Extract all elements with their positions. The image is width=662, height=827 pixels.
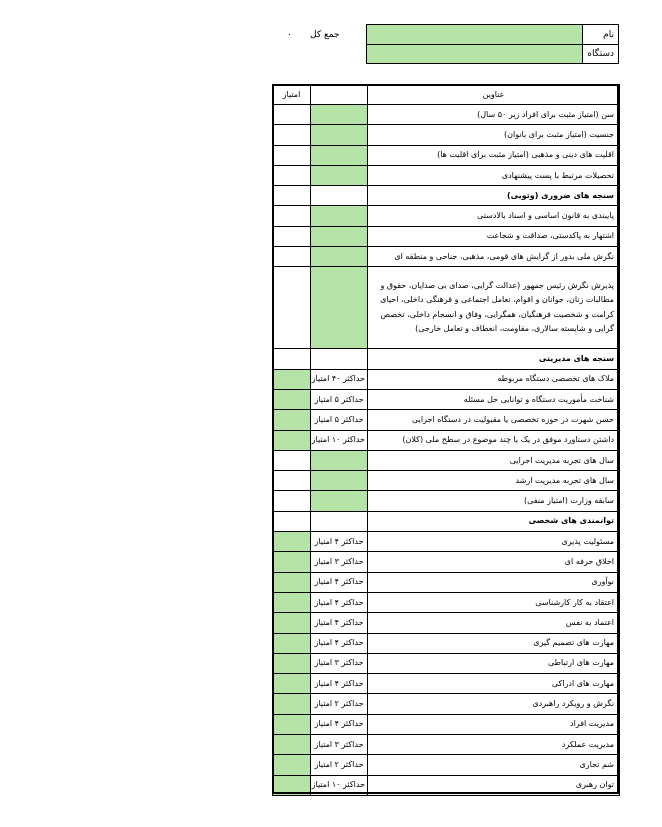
table-row [273,206,620,226]
header-titles: عناوین [368,85,620,105]
max-score-cell: حداکثر ۴۰ امتیاز [311,369,368,389]
row-title: جنسیت (امتیاز مثبت برای بانوان) [368,125,620,145]
table-row [273,592,620,612]
score-cell [273,491,311,511]
score-cell [273,226,311,246]
table-header-row [273,85,620,105]
row-title: مهارت های ارتباطی [368,653,620,673]
section-title: توانمندی های شخصی [368,511,620,531]
table-row [273,633,620,653]
row-title: اخلاق حرفه ای [368,552,620,572]
row-title: مدیریت افراد [368,714,620,734]
score-cell [273,125,311,145]
row-title: نگرش ملی بدور از گرایش های قومی، مذهبی، جناحی و منطقه ای [368,247,620,267]
max-score-cell: حداکثر ۵ امتیاز [311,389,368,409]
score-cell[interactable] [273,613,311,633]
table-row [273,410,620,430]
row-title: اعتماد به نفس [368,613,620,633]
table-row [273,674,620,694]
max-score-cell [311,511,368,531]
row-title: ملاک های تخصصی دستگاه مربوطه [368,369,620,389]
score-cell[interactable] [273,430,311,450]
max-score-cell: حداکثر ۴ امتیاز [311,572,368,592]
max-score-cell: حداکثر ۵ امتیاز [311,410,368,430]
score-cell [273,450,311,470]
row-title: نگرش و رویکرد راهبردی [368,694,620,714]
row-title: حسن شهرت در حوزه تخصصی یا مقبولیت در دستگاه اجرایی [368,410,620,430]
table-row [273,755,620,775]
score-cell [273,267,311,349]
table-row [273,247,620,267]
row-title: داشتن دستاورد موفق در یک یا چند موضوع در سطح ملی (کلان) [368,430,620,450]
scoring-table [272,84,620,796]
score-cell[interactable] [273,755,311,775]
row-title: تحصیلات مرتبط با پست پیشنهادی [368,165,620,185]
table-row [273,491,620,511]
score-cell [273,511,311,531]
section-header-row [273,349,620,369]
table-row [273,653,620,673]
header-mid-empty [311,85,368,105]
row-title: پایبندی به قانون اساسی و اسناد بالادستی [368,206,620,226]
table-row [273,125,620,145]
table-row [273,714,620,734]
table-row [273,613,620,633]
table-row [273,267,620,349]
max-score-cell: حداکثر ۳ امتیاز [311,552,368,572]
table-row [273,694,620,714]
score-cell [273,145,311,165]
score-cell[interactable] [273,552,311,572]
table-row [273,471,620,491]
row-title: اعتقاد به کار کارشناسی [368,592,620,612]
row-title: نوآوری [368,572,620,592]
table-row [273,389,620,409]
score-cell[interactable] [273,674,311,694]
score-cell[interactable] [273,532,311,552]
max-score-cell: حداکثر ۲ امتیاز [311,694,368,714]
input-cell[interactable] [311,491,368,511]
row-title: سال های تجربه مدیریت اجرایی [368,450,620,470]
table-row [273,165,620,185]
total-label: جمع کل [310,30,340,40]
row-title: شم تجاری [368,755,620,775]
input-cell[interactable] [311,450,368,470]
row-title: سال های تجربه مدیریت ارشد [368,471,620,491]
score-cell[interactable] [273,714,311,734]
score-cell[interactable] [273,775,311,795]
score-cell[interactable] [273,572,311,592]
row-title: مهارت های ادراکی [368,674,620,694]
table-row [273,735,620,755]
table-row [273,775,620,795]
score-cell[interactable] [273,369,311,389]
row-title: پذیرش نگرش رئیس جمهور (عدالت گرایی، صدای بی صدایان، حقوق و مطالبات زنان، جوانان و اقوام، تعامل اجتماعی و فرهنگی داخلی، احیای کرامت و شخصیت فرهنگیان، همگرایی، وفاق و انسجام داخلی، تخصص گرایی و شایسته سالاری، مقاومت، انعطاف و تعامل خارجی) [368,267,620,349]
row-title: توان رهبری [368,775,620,795]
max-score-cell: حداکثر ۱۰ امتیاز [311,775,368,795]
max-score-cell: حداکثر ۲ امتیاز [311,755,368,775]
row-title: سابقه وزارت (امتیاز منفی) [368,491,620,511]
max-score-cell: حداکثر ۴ امتیاز [311,613,368,633]
table-row [273,430,620,450]
table-row [273,105,620,125]
table-row [273,532,620,552]
table-row [273,145,620,165]
score-cell [273,206,311,226]
max-score-cell: حداکثر ۱۰ امتیاز [311,430,368,450]
section-header-row [273,186,620,206]
table-row [273,450,620,470]
score-cell[interactable] [273,633,311,653]
device-label: دستگاه [587,49,614,59]
max-score-cell: حداکثر ۳ امتیاز [311,735,368,755]
input-cell[interactable] [311,125,368,145]
score-cell[interactable] [273,389,311,409]
table-row [273,572,620,592]
max-score-cell: حداکثر ۴ امتیاز [311,674,368,694]
input-cell[interactable] [311,206,368,226]
row-title: سن (امتیاز مثبت برای افراد زیر ۵۰ سال) [368,105,620,125]
max-score-cell [311,186,368,206]
table-row [273,226,620,246]
section-title: سنجه های ضروری (وتویی) [368,186,620,206]
input-cell[interactable] [311,267,368,349]
device-field[interactable] [366,44,583,64]
score-cell [273,186,311,206]
score-cell[interactable] [273,653,311,673]
name-label-cell [582,24,619,45]
section-header-row [273,511,620,531]
score-cell[interactable] [273,735,311,755]
row-title: مدیریت عملکرد [368,735,620,755]
input-cell[interactable] [311,471,368,491]
total-value: ۰ [287,30,292,40]
row-title: اشتهار به پاکدستی، صداقت و شجاعت [368,226,620,246]
max-score-cell: حداکثر ۳ امتیاز [311,653,368,673]
max-score-cell: حداکثر ۴ امتیاز [311,532,368,552]
score-cell[interactable] [273,694,311,714]
row-title: شناخت مأموریت دستگاه و توانایی حل مسئله [368,389,620,409]
score-cell [273,105,311,125]
max-score-cell: حداکثر ۴ امتیاز [311,592,368,612]
input-cell[interactable] [311,105,368,125]
row-title: مهارت های تصمیم گیری [368,633,620,653]
table-row [273,369,620,389]
name-field[interactable] [366,24,583,45]
input-cell[interactable] [311,247,368,267]
name-label: نام [603,30,614,40]
max-score-cell: حداکثر ۴ امتیاز [311,633,368,653]
score-cell[interactable] [273,410,311,430]
row-title: مسئولیت پذیری [368,532,620,552]
score-cell[interactable] [273,592,311,612]
header-score: امتیاز [273,85,311,105]
score-cell [273,349,311,369]
score-cell [273,471,311,491]
table-row [273,552,620,572]
input-cell[interactable] [311,145,368,165]
max-score-cell [311,349,368,369]
input-cell[interactable] [311,226,368,246]
score-cell [273,165,311,185]
section-title: سنجه های مدیریتی [368,349,620,369]
max-score-cell: حداکثر ۴ امتیاز [311,714,368,734]
row-title: اقلیت های دینی و مذهبی (امتیاز مثبت برای اقلیت ها) [368,145,620,165]
device-label-cell [582,44,619,64]
input-cell[interactable] [311,165,368,185]
score-cell [273,247,311,267]
